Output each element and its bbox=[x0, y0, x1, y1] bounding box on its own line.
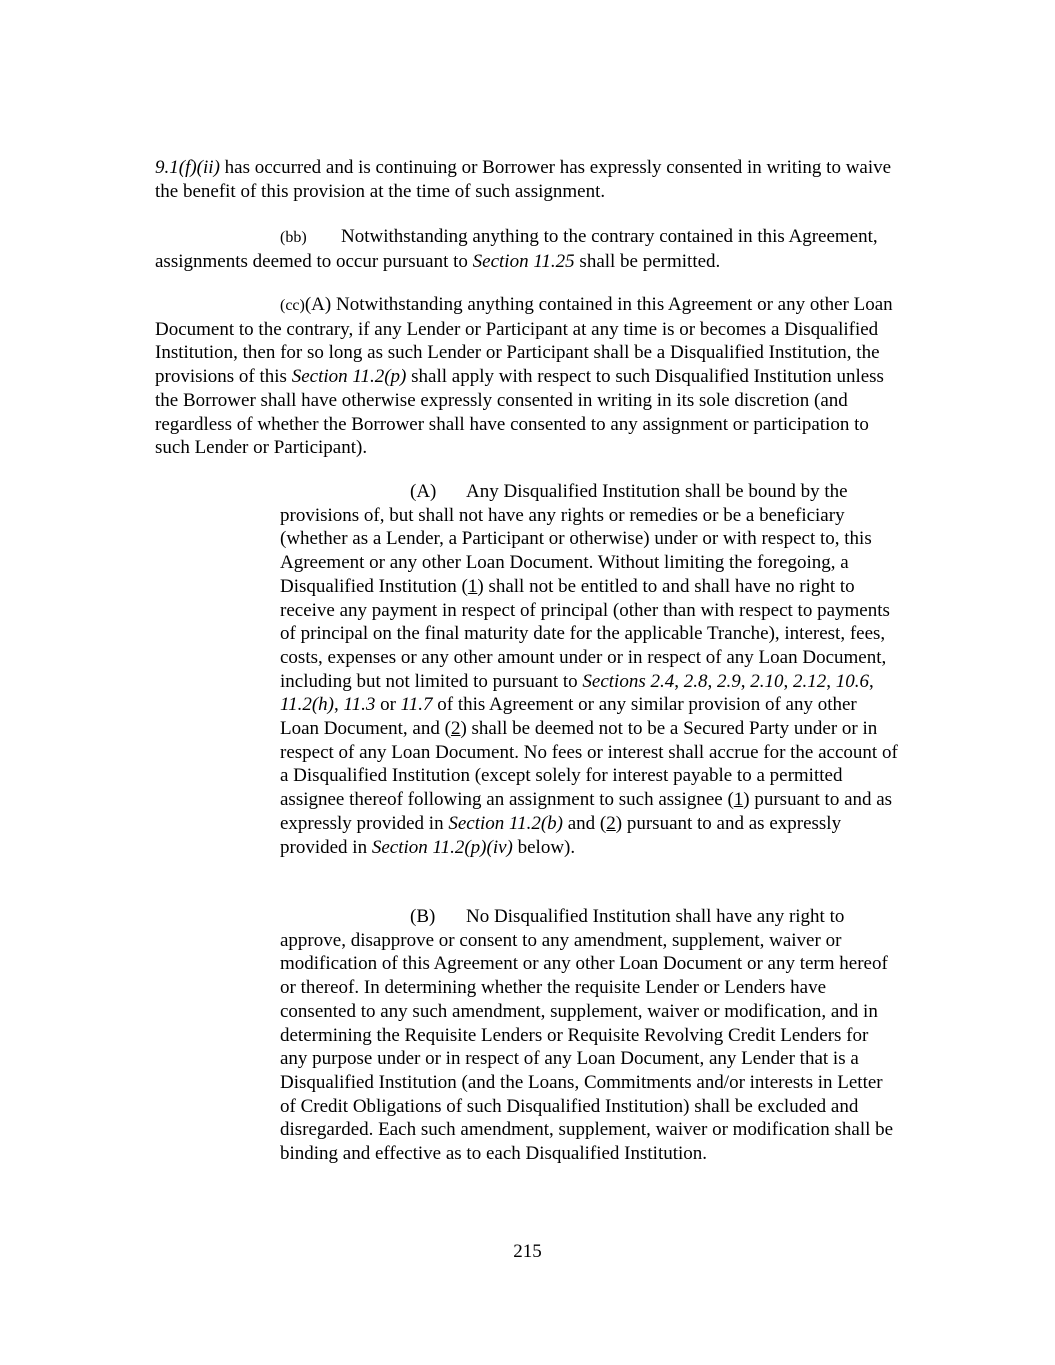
section-reference: 9.1(f)(ii) bbox=[155, 157, 220, 178]
paragraph-label: (bb) bbox=[280, 229, 307, 246]
paragraph-label: (cc) bbox=[280, 297, 305, 314]
paragraph-bb: (bb) Notwithstanding anything to the contrary contained in this Agreement, assignments deemed to occur pursuant to Section 11.25 shall be permitted. bbox=[155, 226, 878, 272]
paragraph-cc: (cc)(A) Notwithstanding anything contained in this Agreement or any other Loan Document to the contrary, if any Lender or Participant at any time is or becomes a Disqualified Institution, then for so long as such Lender or Participant shall be a Disqualified Institution, the provisions of this Section 11.2(p) shall apply with respect to such Disqualified Institution unless the Borrower shall have otherwise expressly consented in writing in its sole discretion (and regardless of whether the Borrower shall have consented to any assignment or participation to such Lender or Participant). bbox=[155, 294, 893, 459]
paragraph-label: (A) bbox=[410, 481, 437, 502]
paragraph-label: (B) bbox=[410, 906, 436, 927]
subparagraph-b: (B) No Disqualified Institution shall have any right to approve, disapprove or consent to any amendment, supplement, waiver or modification of this Agreement or any other Loan Document or any term hereof or thereof. In determining whether the requisite Lender or Lenders have consented to any such amendment, supplement, waiver or modification, and in determining the Requisite Lenders or Requisite Revolving Credit Lenders for any purpose under or in respect of any Loan Document, any Lender that is a Disqualified Institution (and the Loans, Commitments and/or interests in Letter of Credit Obligations of such Disqualified Institution) shall be excluded and disregarded. Each such amendment, supplement, waiver or modification shall be binding and effective as to each Disqualified Institution. bbox=[280, 906, 894, 1165]
section-reference: Section 11.25 bbox=[472, 250, 575, 272]
section-reference: Section 11.2(p) bbox=[291, 366, 407, 388]
subparagraph-a: (A) Any Disqualified Institution shall be bound by the provisions of, but shall not have any rights or remedies or be a beneficiary (whether as a Lender, a Participant or otherwise) under or with respect to, this Agreement or any other Loan Document. Without limiting the foregoing, a Disqualified Institution (1) shall not be entitled to and shall have no right to receive any payment in respect of principal (other than with respect to payments of principal on the final maturity date for the applicable Tranche), interest, fees, costs, expenses or any other amount under or in respect of any Loan Document, including but not limited to pursuant to Sections 2.4, 2.8, 2.9, 2.10, 2.12, 10.6, 11.2(h), 11.3 or 11.7 of this Agreement or any similar provision of any other Loan Document, and (2) shall be deemed not to be a Secured Party under or in respect of any Loan Document. No fees or interest shall accrue for the account of a Disqualified Institution (except solely for interest payable to a permitted assignee thereof following an assignment to such assignee (1) pursuant to and as expressly provided in Section 11.2(b) and (2) pursuant to and as expressly provided in Section 11.2(p)(iv) below). bbox=[280, 481, 898, 858]
paragraph-continuation: 9.1(f)(ii) has occurred and is continuing or Borrower has expressly consented in writing to waive the benefit of this provision at the time of such assignment. bbox=[155, 157, 892, 202]
page-number: 215 bbox=[513, 1241, 542, 1262]
